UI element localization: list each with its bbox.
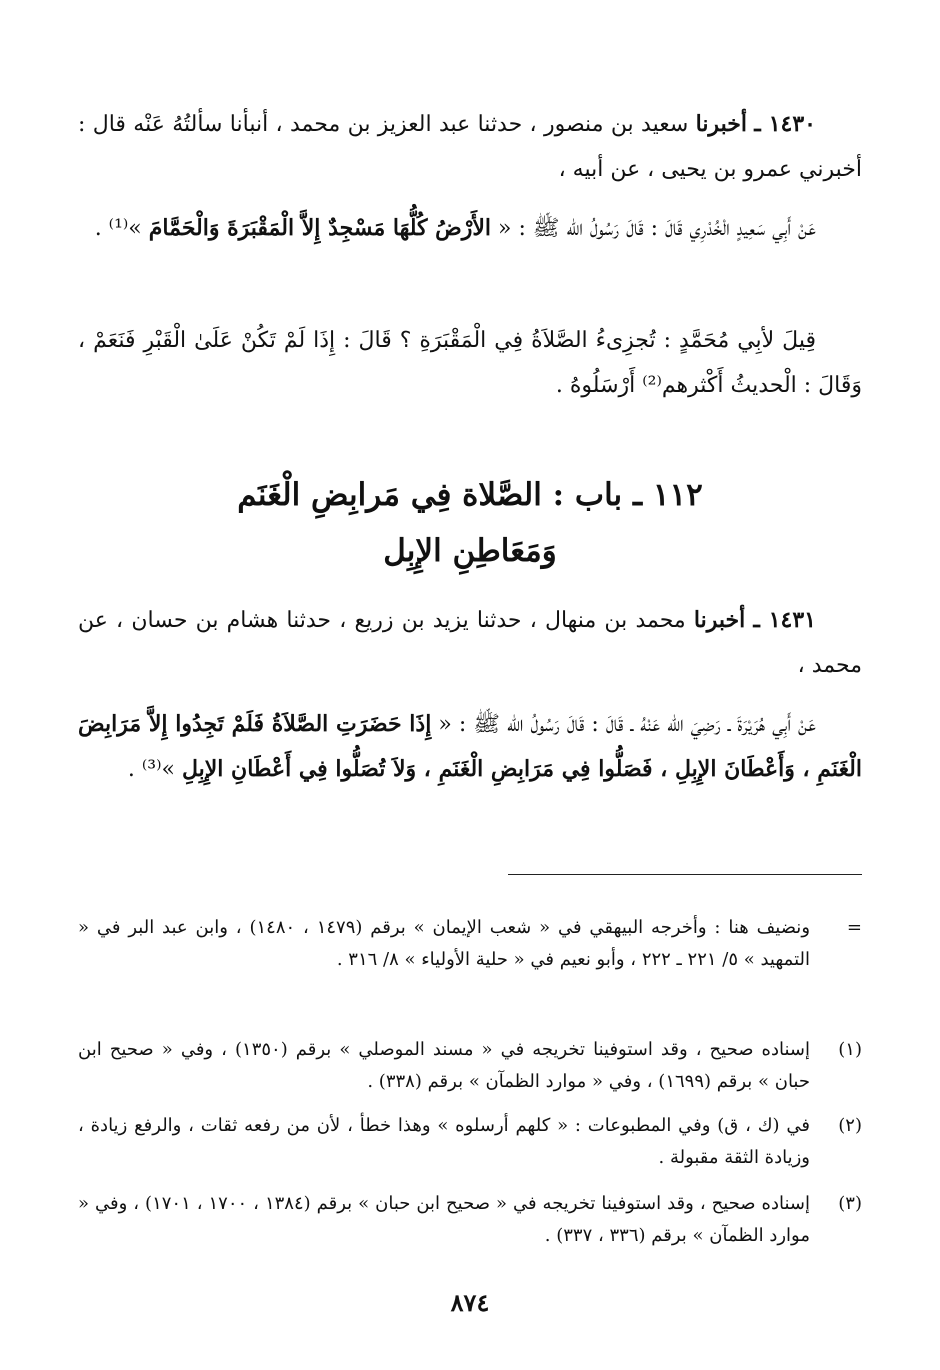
hadith-text: إِذَا حَضَرَتِ الصَّلاَةُ فَلَمْ تَجِدُوا إِلاَّ مَرَابِضَ الْغَنَمِ ، وَأَعْطَانَ الإِبِلِ ، فَصَلُّوا فِي مَرَابِضِ الْغَنَمِ ، وَلاَ تُصَلُّوا فِي أَعْطَانِ الإِبِلِ xyxy=(78,711,862,782)
chapter-heading-line-2: وَمَعَاطِنِ الإِبِل xyxy=(383,533,557,569)
hadith-closing: »⁽³⁾ . xyxy=(127,757,175,782)
footnote-number: (٢) xyxy=(838,1115,862,1136)
chapter-heading-line-1: ١١٢ ـ باب : الصَّلاة فِي مَرابِضِ الْغَنَم xyxy=(237,477,703,513)
footnote-number: (٣) xyxy=(838,1193,862,1214)
hadith-lead: أخبرنا xyxy=(693,607,746,633)
footnote-separator xyxy=(508,874,862,875)
hadith-lead: أخبرنا xyxy=(695,111,747,137)
footnote-continued xyxy=(78,912,862,976)
hadith-1430-matn xyxy=(78,206,862,251)
hadith-number: ١٤٣٠ ـ xyxy=(754,111,816,137)
narration-intro: عَنْ أَبِي هُرَيْرَةَ ـ رَضِيَ الله عَنْهُ ـ قَالَ : قَالَ رَسُولُ الله ﷺ : « xyxy=(438,712,817,737)
footnote-text: إسناده صحيح ، وقد استوفينا تخريجه في « صحيح ابن حبان » برقم (١٣٨٤ ، ١٧٠٠ ، ١٧٠١) ، وفي « موارد الظمآن » برقم (٣٣٦ ، ٣٣٧) . xyxy=(78,1193,810,1246)
footnote-1 xyxy=(78,1034,862,1098)
footnote-text: في (ك ، ق) وفي المطبوعات : « كلهم أرسلوه » وهذا خطأ ، لأن من رفعه ثقات ، والرفع زيادة ، وزيادة الثقة مقبولة . xyxy=(78,1115,810,1168)
hadith-number: ١٤٣١ ـ xyxy=(753,607,816,633)
narration-intro: عَنْ أَبِي سَعِيدٍ الْخُدْرِي قَالَ : قَالَ رَسُولُ الله ﷺ : « xyxy=(498,216,816,241)
hadith-1431-matn xyxy=(78,702,862,792)
footnote-marker: = xyxy=(846,917,862,938)
hadith-1431-isnad xyxy=(78,598,862,688)
comment-text: قِيلَ لأبِي مُحَمَّدٍ : تُجزِىءُ الصَّلاَةُ فِي الْمَقْبَرَةِ ؟ قَالَ : إِذَا لَمْ تَكُنْ عَلَىٰ الْقَبْرِ فَنَعَمْ ، وَقَالَ : الْحديثُ أَكْثرهم⁽²⁾ أَرْسَلُوهُ . xyxy=(78,328,862,398)
isnad-text: سعيد بن منصور ، حدثنا عبد العزيز بن محمد ، أنبأنا سألتُهُ عَنْه قال : أخبرني عمرو بن يحيى ، عن أبيه ، xyxy=(78,112,862,182)
isnad-text: محمد بن منهال ، حدثنا يزيد بن زريع ، حدثنا هشام بن حسان ، عن محمد ، xyxy=(78,608,862,678)
footnote-number: (١) xyxy=(838,1039,862,1060)
footnote-3 xyxy=(78,1188,862,1252)
hadith-text: الأَرْضُ كُلُّهَا مَسْجِدٌ إِلاَّ الْمَقْبَرَةَ وَالْحَمَّامَ xyxy=(148,215,492,241)
page-number: ٨٧٤ xyxy=(450,1288,490,1317)
footnote-text: إسناده صحيح ، وقد استوفينا تخريجه في « مسند الموصلي » برقم (١٣٥٠) ، وفي « صحيح ابن حبان » برقم (١٦٩٩) ، وفي « موارد الظمآن » برقم (٣٣٨) . xyxy=(78,1039,811,1092)
footnote-2 xyxy=(78,1110,862,1174)
footnote-text: ونضيف هنا : وأخرجه البيهقي في « شعب الإيمان » برقم (١٤٧٩ ، ١٤٨٠) ، وابن عبد البر في « التمهيد » ٥/ ٢٢١ ـ ٢٢٢ ، وأبو نعيم في « حلية الأولياء » ٨/ ٣١٦ . xyxy=(78,917,811,970)
hadith-1430-isnad xyxy=(78,102,862,192)
hadith-closing: »⁽¹⁾ . xyxy=(94,216,142,241)
hadith-1430-comment xyxy=(78,318,862,408)
